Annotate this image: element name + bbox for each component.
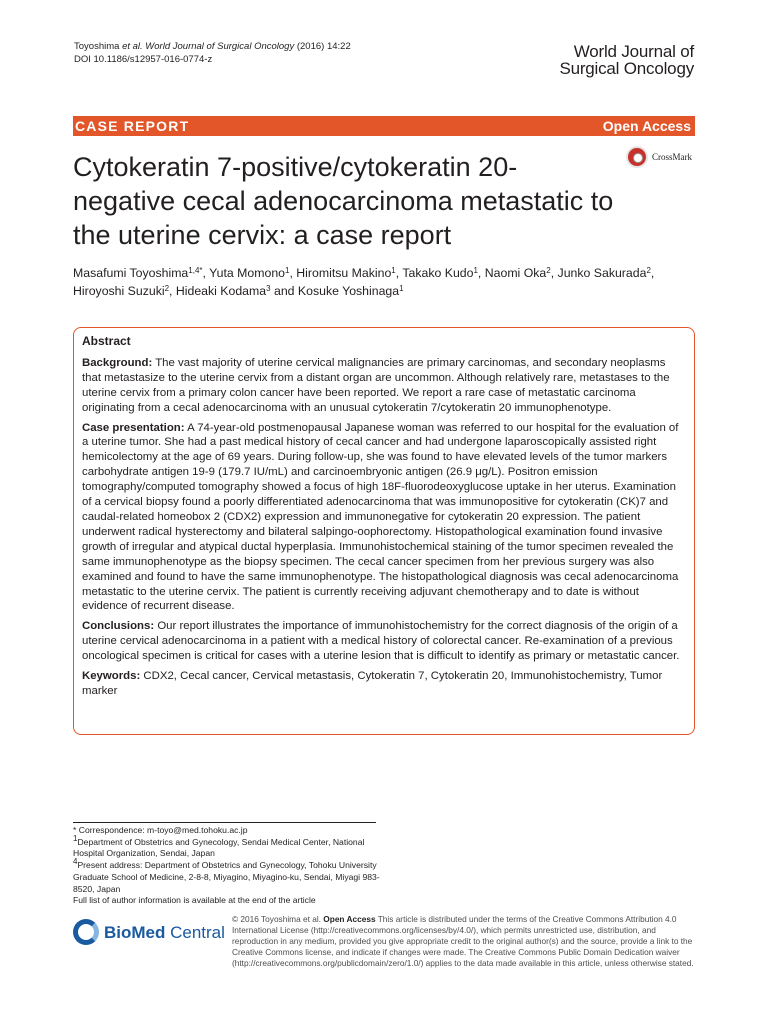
- affiliation-sup: 4: [73, 857, 78, 867]
- article-type-banner: [73, 116, 695, 136]
- publisher-logo: [73, 918, 223, 948]
- journal-name-line1: World Journal of: [573, 42, 694, 61]
- author-affiliation-sup: 2: [164, 284, 170, 293]
- author-affiliation-sup: 2: [546, 266, 551, 275]
- author-name: , Junko Sakurada: [550, 266, 647, 280]
- author-affiliation-sup: 2: [646, 266, 651, 275]
- affiliation-sup: 1: [73, 833, 78, 843]
- journal-name: [559, 43, 694, 77]
- author-name: Masafumi Toyoshima: [73, 266, 189, 280]
- author-affiliation-sup: 1,4*: [188, 266, 203, 275]
- author-name: , Hiromitsu Makino: [289, 266, 392, 280]
- publisher-name-rest: Central: [165, 923, 225, 942]
- abstract-background: [82, 356, 686, 416]
- abstract-heading: Abstract: [82, 334, 131, 348]
- abstract-conclusions: [82, 619, 686, 664]
- abstract-keywords: [82, 669, 686, 699]
- citation-header: [74, 40, 351, 66]
- publisher-name-bold: BioMed: [104, 923, 166, 942]
- correspondence: * Correspondence: m-toyo@med.tohoku.ac.jp: [73, 825, 248, 835]
- abstract-conclusions-text: Our report illustrates the importance of immunohistochemistry for the correct diagnosis of the origin of a uterine cervical adenocarcinoma in a patient with a medical history of colorectal cancer. Re-examination of a previous oncological specimen is critical for cases with a uterine lesion that is difficult to identify as primary or metastatic cancer.: [82, 620, 680, 663]
- abstract-background-text: The vast majority of uterine cervical malignancies are primary carcinomas, and secondary neoplasms that metastasize to the uterine cervix from a distant organ are uncommon. Although relatively rare, metastases to the uterine cervix from a primary colon cancer have been reported. We report a rare case of metastatic carcinoma originating from a cecal adenocarcinoma with an unusual cytokeratin 7/cytokeratin 20 immunophenotype.: [82, 356, 670, 414]
- journal-name-line2: Surgical Oncology: [559, 59, 694, 78]
- article-title: Cytokeratin 7-positive/cytokeratin 20-negative cecal adenocarcinoma metastatic to the uterine cervix: a case report: [73, 152, 614, 250]
- footnote-divider: [73, 822, 376, 823]
- article-type: CASE REPORT: [75, 118, 190, 134]
- citation-year-volume: (2016) 14:22: [294, 41, 351, 52]
- license-statement: [232, 914, 697, 969]
- author-name: , Yuta Momono: [202, 266, 286, 280]
- license-open-access: Open Access: [323, 914, 376, 924]
- author-list: [73, 264, 695, 300]
- abstract-case-label: Case presentation:: [82, 421, 185, 434]
- affiliation-text: Department of Obstetrics and Gynecology, Sendai Medical Center, National Hospital Organization, Sendai, Japan: [73, 836, 365, 859]
- publisher-name: [104, 923, 225, 943]
- crossmark-badge[interactable]: [626, 146, 696, 176]
- abstract-case-text: A 74-year-old postmenopausal Japanese woman was referred to our hospital for the evaluation of a uterine tumor. She had a past medical history of cecal cancer and had undergone laparoscopically assisted right hemicolectomy at the age of 69 years. During follow-up, she was found to have elevated levels of the tumor markers carbohydrate antigen 19-9 (179.7 IU/mL) and carcinoembryonic antigen (26.9 μg/L). Positron emission tomography/computed tomography showed a focus of high 18F-fluorodeoxyglucose uptake in her uterus. Examination of a cervical biopsy found a poorly differentiated adenocarcinoma that was immunopositive for cytokeratin (CK)7 and caudal-related homeobox 2 (CDX2) expression and immunonegative for cytokeratin 20 expression. The patient underwent radical hysterectomy and bilateral salpingo-oophorectomy. Histopathological examination found invasive growth of irregular and atypical ductal hyperplasia. Immunohistochemical staining of the tumor specimen revealed the same immunophenotype as the biopsy specimen. The cecal cancer specimen from her previous surgery was also examined and found to have the same immunophenotype. The histopathological diagnosis was cecal adenocarcinoma metastatic to the uterine cervix. The patient is currently receiving adjuvant chemotherapy and to date is without evidence of recurrent disease.: [82, 421, 679, 613]
- citation-etal: et al.: [122, 41, 143, 52]
- abstract-conclusions-label: Conclusions:: [82, 620, 155, 633]
- author-affiliation-sup: 1: [399, 284, 404, 293]
- abstract-keywords-label: Keywords:: [82, 670, 141, 683]
- author-separator: ,: [650, 266, 655, 280]
- abstract-background-label: Background:: [82, 356, 153, 369]
- open-access-label: Open Access: [602, 118, 691, 134]
- author-affiliation-sup: 1: [473, 266, 478, 275]
- affiliation-text: Present address: Department of Obstetrics and Gynecology, Tohoku University Graduate School of Medicine, 2-8-8, Miyagino, Miyagino-ku, Sendai, Miyagi 983-8520, Japan: [73, 860, 380, 894]
- citation-line: [74, 40, 351, 53]
- author-affiliation-sup: 3: [266, 284, 271, 293]
- abstract-box: [73, 327, 695, 735]
- footnotes: [73, 825, 383, 907]
- author-affiliation-sup: 1: [391, 266, 396, 275]
- affiliation-1: [73, 833, 383, 860]
- affiliation-4: [73, 857, 383, 895]
- author-name: Hiroyoshi Suzuki: [73, 284, 165, 298]
- doi: DOI 10.1186/s12957-016-0774-z: [74, 54, 213, 65]
- author-name: , Hideaki Kodama: [169, 284, 267, 298]
- crossmark-label: CrossMark: [652, 152, 692, 162]
- crossmark-icon: [626, 146, 648, 168]
- author-affiliation-sup: 1: [285, 266, 290, 275]
- author-name: and Kosuke Yoshinaga: [270, 284, 400, 298]
- biomed-central-logo-icon: [73, 919, 99, 945]
- license-copyright: © 2016 Toyoshima et al.: [232, 914, 324, 924]
- citation-authors: Toyoshima: [74, 41, 123, 52]
- abstract-content: [82, 334, 686, 704]
- full-author-info-note: Full list of author information is available at the end of the article: [73, 895, 316, 906]
- license-text: This article is distributed under the terms of the Creative Commons Attribution 4.0 International License (http://creativecommons.org/licenses/by/4.0/), which permits unrestricted use, distribution, and reproduction in any medium, provided you give appropriate credit to the original author(s) and the source, provide a link to the Creative Commons license, and indicate if changes were made. The Creative Commons Public Domain Dedication waiver (http://creativecommons.org/publicdomain/zero/1.0/) applies to the data made available in this article, unless otherwise stated.: [232, 914, 694, 968]
- author-name: , Takako Kudo: [395, 266, 474, 280]
- abstract-keywords-text: CDX2, Cecal cancer, Cervical metastasis, Cytokeratin 7, Cytokeratin 20, Immunohistochemistry, Tumor marker: [82, 670, 663, 697]
- citation-journal: World Journal of Surgical Oncology: [142, 41, 295, 52]
- abstract-case-presentation: [82, 421, 686, 615]
- author-name: , Naomi Oka: [477, 266, 547, 280]
